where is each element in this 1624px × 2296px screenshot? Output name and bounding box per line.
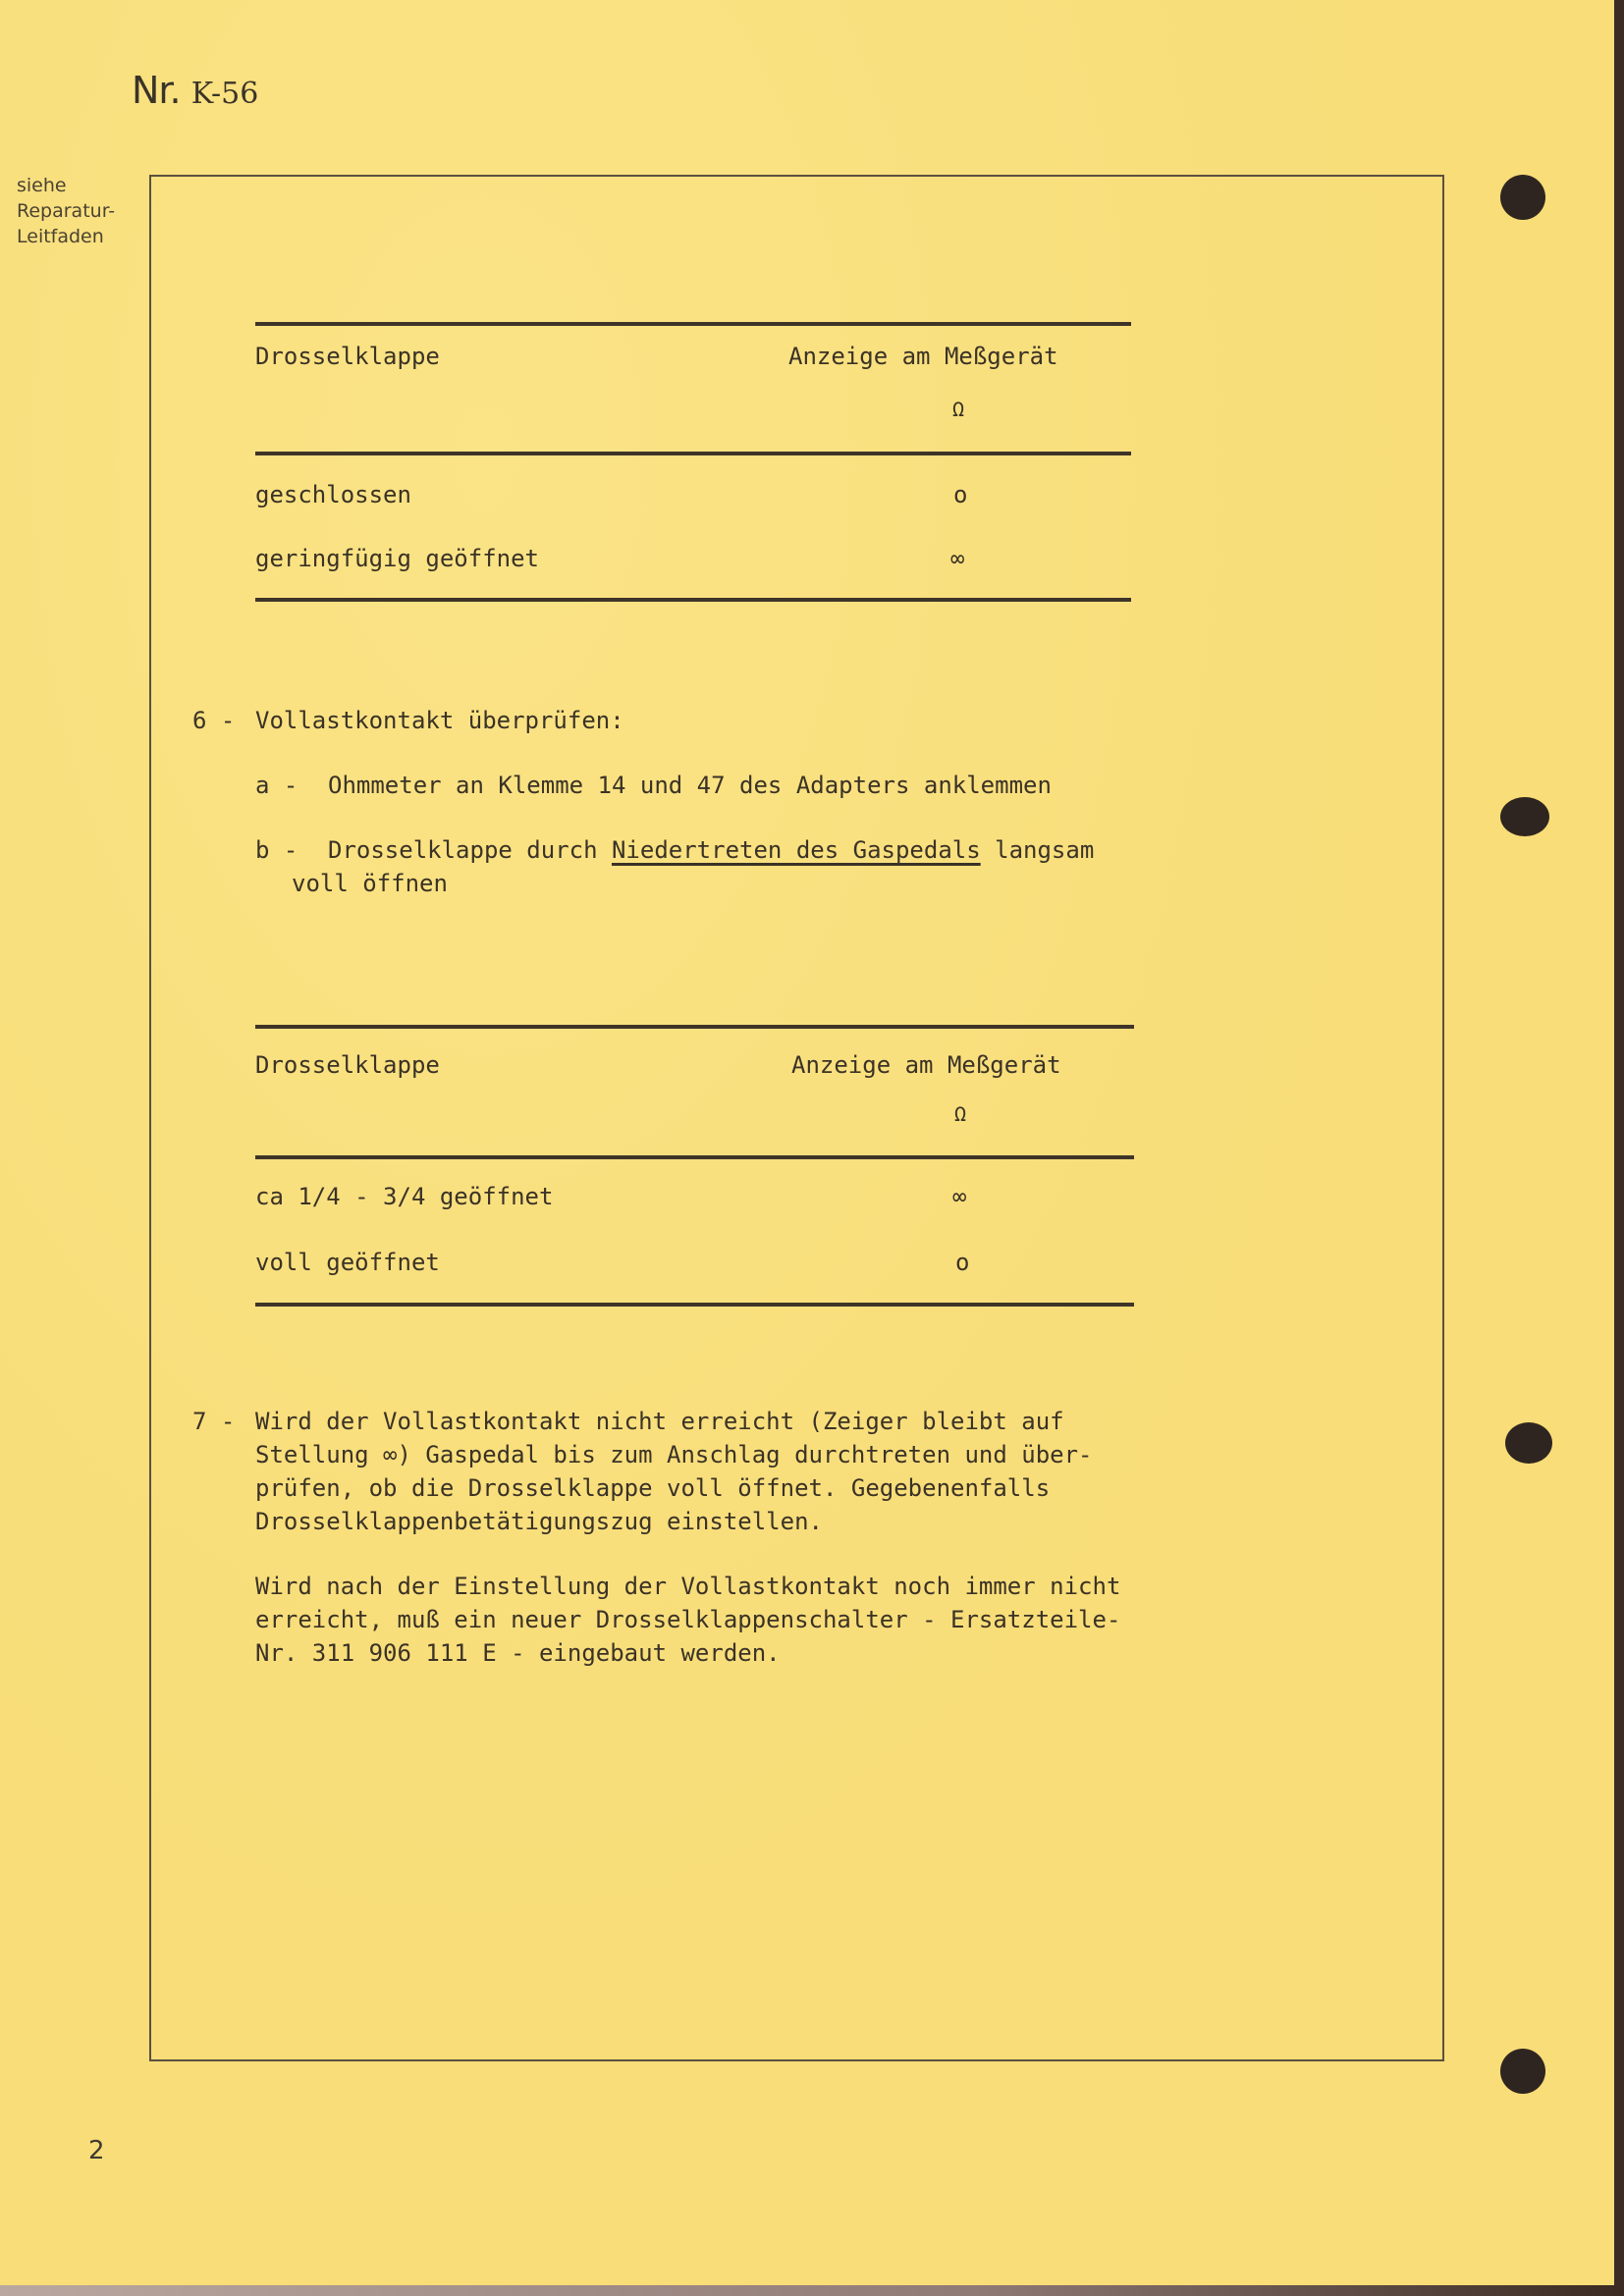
table-rule-bottom — [255, 598, 1131, 602]
table-header-reading: Anzeige am Meßgerät — [791, 1051, 1061, 1079]
punch-hole-icon — [1505, 1422, 1552, 1464]
step-number: 6 - — [192, 707, 236, 734]
table-rule-top — [255, 1025, 1134, 1029]
step-text-line: Wird der Vollastkontakt nicht erreicht (Zeiger bleibt auf — [255, 1408, 1064, 1435]
substep-b-text-line2: voll öffnen — [292, 870, 448, 897]
note-text-line: erreicht, muß ein neuer Drosselklappenschalter - Ersatzteile- — [255, 1606, 1121, 1633]
side-note — [17, 173, 115, 249]
table-rule-header — [255, 1155, 1134, 1159]
meter-reading: o — [955, 1249, 970, 1276]
content-frame — [149, 175, 1444, 2061]
note-text-line: Nr. 311 906 111 E - eingebaut werden. — [255, 1639, 781, 1667]
punch-hole-icon — [1500, 2049, 1545, 2094]
ohm-unit: Ω — [952, 398, 965, 421]
underlined-emphasis: Niedertreten des Gaspedals — [611, 836, 981, 864]
background-edge — [1614, 0, 1624, 2296]
side-note-line: Reparatur- — [17, 200, 116, 222]
step-text-line: prüfen, ob die Drosselklappe voll öffnet. Gegebenenfalls — [255, 1474, 1051, 1502]
side-note-line: Leitfaden — [17, 226, 104, 247]
throttle-state: ca 1/4 - 3/4 geöffnet — [255, 1183, 554, 1210]
background-edge — [0, 2285, 1624, 2296]
punch-hole-icon — [1500, 175, 1545, 220]
table-header-throttle: Drosselklappe — [255, 1051, 440, 1079]
throttle-state: geringfügig geöffnet — [255, 545, 539, 572]
throttle-state: geschlossen — [255, 481, 411, 508]
table-rule-header — [255, 452, 1131, 455]
substep-b-text — [328, 836, 1094, 864]
table-rule-top — [255, 322, 1131, 326]
meter-reading: o — [953, 481, 968, 508]
table-rule-bottom — [255, 1303, 1134, 1307]
meter-reading: ∞ — [952, 1183, 967, 1210]
step-text-line: Stellung ∞) Gaspedal bis zum Anschlag durchtreten und über- — [255, 1441, 1093, 1468]
ohm-unit: Ω — [954, 1102, 967, 1126]
step-title: Vollastkontakt überprüfen: — [255, 707, 624, 734]
substep-a-text: Ohmmeter an Klemme 14 und 47 des Adapters anklemmen — [328, 772, 1052, 799]
document-number-code: K-56 — [190, 77, 259, 111]
table-header-reading: Anzeige am Meßgerät — [788, 343, 1058, 370]
page-number: 2 — [88, 2136, 105, 2165]
step-text-line: Drosselklappenbetätigungszug einstellen. — [255, 1508, 823, 1535]
step-number: 7 - — [192, 1408, 236, 1435]
throttle-state: voll geöffnet — [255, 1249, 440, 1276]
meter-reading: ∞ — [950, 545, 965, 572]
substep-b-text-start: Drosselklappe durch — [328, 836, 612, 864]
side-note-line: siehe — [17, 175, 67, 196]
punch-hole-icon — [1500, 797, 1549, 836]
substep-marker: a - — [255, 772, 298, 799]
document-number-prefix: Nr. — [132, 69, 181, 112]
note-text-line: Wird nach der Einstellung der Vollastkontakt noch immer nicht — [255, 1573, 1121, 1600]
document-number — [132, 69, 258, 112]
table-header-throttle: Drosselklappe — [255, 343, 440, 370]
substep-marker: b - — [255, 836, 298, 864]
substep-b-text-end: langsam — [980, 836, 1095, 864]
